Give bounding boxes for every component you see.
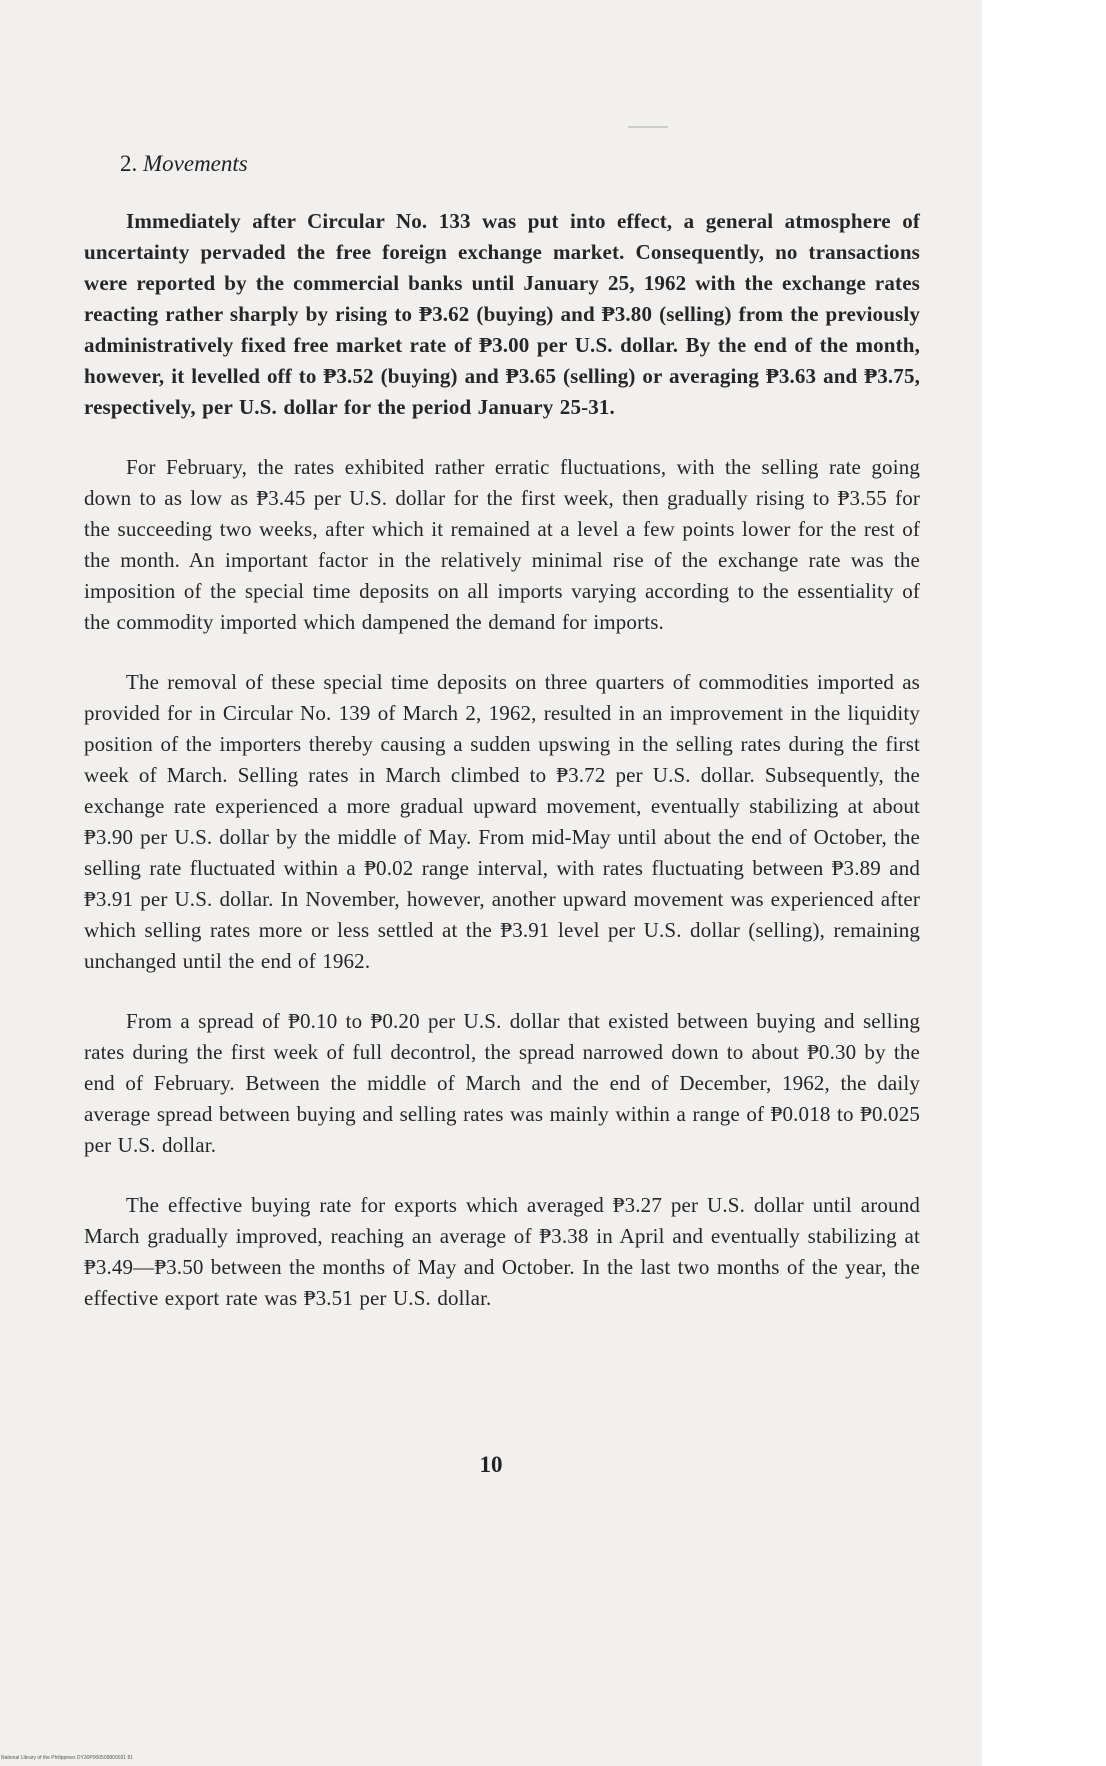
document-body <box>84 150 920 1343</box>
paragraph-1: Immediately after Circular No. 133 was put into effect, a general atmosphere of uncertainty pervaded the free foreign exchange market. Consequently, no transactions were reported by the commercial banks until January 25, 1962 with the exchange rates reacting rather sharply by rising to ₱3.62 (buying) and ₱3.80 (selling) from the previously administratively fixed free market rate of ₱3.00 per U.S. dollar. By the end of the month, however, it levelled off to ₱3.52 (buying) and ₱3.65 (selling) or averaging ₱3.63 and ₱3.75, respectively, per U.S. dollar for the period January 25-31. <box>84 209 920 419</box>
section-title: Movements <box>143 151 248 176</box>
scan-artifact <box>628 126 668 128</box>
paragraph-2: For February, the rates exhibited rather erratic fluctuations, with the selling rate going down to as low as ₱3.45 per U.S. dollar for the first week, then gradually rising to ₱3.55 for the succeeding two weeks, after which it remained at a level a few points lower for the rest of the month. An important factor in the relatively minimal rise of the exchange rate was the imposition of the special time deposits on all imports varying according to the essentiality of the commodity imported which dampened the demand for imports. <box>84 455 920 634</box>
paragraph-3: The removal of these special time deposits on three quarters of commodities imported as provided for in Circular No. 139 of March 2, 1962, resulted in an improvement in the liquidity position of the importers thereby causing a sudden upswing in the selling rates during the first week of March. Selling rates in March climbed to ₱3.72 per U.S. dollar. Subsequently, the exchange rate experienced a more gradual upward movement, eventually stabilizing at about ₱3.90 per U.S. dollar by the middle of May. From mid-May until about the end of October, the selling rate fluctuated within a ₱0.02 range interval, with rates fluctuating between ₱3.89 and ₱3.91 per U.S. dollar. In November, however, another upward movement was experienced after which selling rates more or less settled at the ₱3.91 level per U.S. dollar (selling), remaining unchanged until the end of 1962. <box>84 670 920 973</box>
paragraph-4: From a spread of ₱0.10 to ₱0.20 per U.S. dollar that existed between buying and selling rates during the first week of full decontrol, the spread narrowed down to about ₱0.30 by the end of February. Between the middle of March and the end of December, 1962, the daily average spread between buying and selling rates was mainly within a range of ₱0.018 to ₱0.025 per U.S. dollar. <box>84 1009 920 1157</box>
section-heading <box>120 150 920 178</box>
page-number: 10 <box>479 1452 503 1477</box>
scan-footer-text: National Library of the Philippines DY30P000509800031 81 <box>1 1755 134 1761</box>
right-margin <box>982 0 1106 1766</box>
paragraph-5: The effective buying rate for exports which averaged ₱3.27 per U.S. dollar until around March gradually improved, reaching an average of ₱3.38 in April and eventually stabilizing at ₱3.49—₱3.50 between the months of May and October. In the last two months of the year, the effective export rate was ₱3.51 per U.S. dollar. <box>84 1193 920 1310</box>
section-number: 2. <box>120 151 138 176</box>
